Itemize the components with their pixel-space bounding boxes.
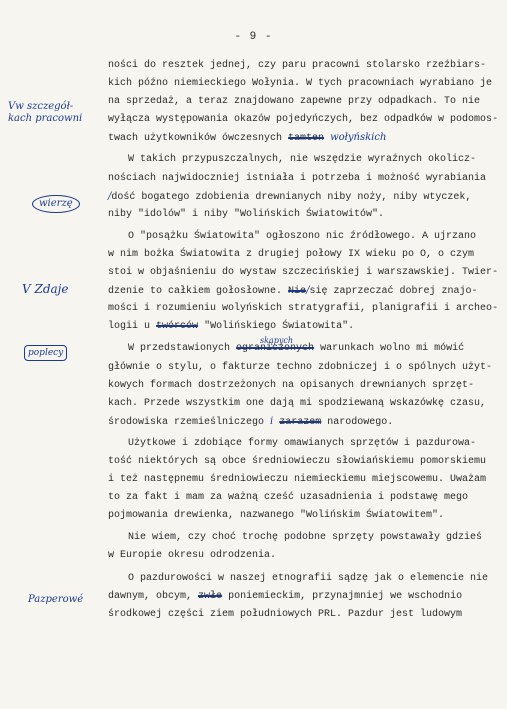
page-number: - 9 -: [234, 31, 273, 43]
text-line: O pazdurowości w naszej etnografii sądzę jak o elemencie nie: [128, 572, 489, 584]
text-line: głównie o stylu, o fakturze techno zdobniczej i o spólnych użyt-: [108, 361, 493, 373]
text-line: środkowej części ziem południowych PRL. Pazdur jest ludowym: [108, 608, 463, 620]
margin-note-wierze: wierzę: [32, 195, 80, 213]
struck-word: tamten: [288, 133, 325, 145]
struck-word: ograniczonych: [236, 343, 315, 355]
struck-word: Nie: [288, 286, 307, 298]
struck-word: zarazem: [279, 416, 322, 428]
margin-note-pazperowe: Pazperowé: [28, 594, 84, 605]
text-line: skąpych W przedstawionych ograniczonych warunkach wolno mi mówić: [108, 340, 500, 358]
text-line: dzenie to całkiem gołosłowne. Nie/się zaprzeczać dobrej znajo-: [108, 285, 478, 298]
text-line: i też następnemu średniowieczu niemieckiemu miejscowemu. Uważam: [108, 474, 487, 486]
text-line: wyłącza występowania okazów pojedyńczych, bez odpadków w podomos-: [108, 114, 499, 126]
text-line: Nie wiem, czy choć trochę podobne sprzęty powstawały gdzieś: [128, 532, 483, 544]
text-line: kich późno niemieckiego Wołynia. W tych pracowniach wyrabiano je: [108, 78, 493, 90]
text-line: mości i rozumieniu wolyńskich stratygrafii, planigrafii i archeo-: [108, 303, 499, 315]
text-line: tość niektórych są obce średniowieczu słowiańskiemu pomorskiemu: [108, 455, 487, 467]
margin-note-zdaje: V Zdaje: [22, 282, 69, 296]
text-line: to za fakt i mam za ważną cześć uzasadnienia i podstawę mego: [108, 492, 469, 504]
text-line: kowych formach dostrzeżonych na opisanych drewnianych sprzęt-: [108, 379, 475, 391]
margin-note-szczegolach: Vw szczegół- kach pracowni: [8, 101, 83, 124]
text-line: w nim bożka Światowita z drugiej połowy IX wieku po O, o czym: [108, 248, 475, 260]
typed-text: [108, 57, 500, 624]
text-line: Użytkowe i zdobiące formy omawianych sprzętów i pazdurowa-: [128, 437, 477, 449]
struck-word: zwłe: [198, 590, 223, 602]
text-line: W takich przypuszczalnych, nie wszędzie wyraźnych okolicz-: [128, 154, 477, 166]
text-line: /dość bogatego zdobienia drewnianych niby noży, niby wtyczek,: [108, 190, 472, 203]
handwritten-insertion: i: [270, 415, 274, 427]
handwritten-insertion: skąpych: [260, 336, 293, 346]
struck-word: twórców: [156, 321, 199, 333]
text-line: środowiska rzemieślniczego i zarazem narodowego.: [108, 415, 394, 428]
text-line: w Europie okresu odrodzenia.: [108, 550, 277, 562]
margin-note-poplecy: poplecy: [24, 345, 67, 361]
text-line: O "posążku Światowita" ogłoszono nic źródłowego. A ujrzano: [128, 230, 477, 242]
text-line: dawnym, obcym, zwłe poniemieckim, przynajmniej we wschodnio: [108, 590, 463, 602]
text-line: niby "idolów" i niby "Wolińskich Światowitów".: [108, 208, 385, 220]
text-line: twach użytkowników ówczesnych tamten wołyńskich: [108, 132, 387, 145]
handwritten-insertion: wołyńskich: [330, 132, 387, 144]
text-line: ności do resztek jednej, czy paru pracowni stolarsko rzeźbiars-: [108, 60, 487, 71]
text-line: kach. Przede wszystkim one dają mi spodziewaną wskazówkę czasu,: [108, 397, 487, 409]
text-line: pojmowania drewienka, nazwanego "Wolińskim Światowitem".: [108, 510, 445, 522]
text-line: na sprzedaż, a teraz znajdowano zapewne przy odpadkach. To nie: [108, 96, 481, 108]
text-line: logii u twórców "Wolińskiego Światowita".: [108, 321, 355, 333]
text-line: stoi w objaśnieniu do wystaw szczecińskiej i warszawskiej. Twier-: [108, 267, 499, 279]
text-line: nościach najwidoczniej istniała i potrzeba i możność wyrabiania: [108, 172, 487, 184]
